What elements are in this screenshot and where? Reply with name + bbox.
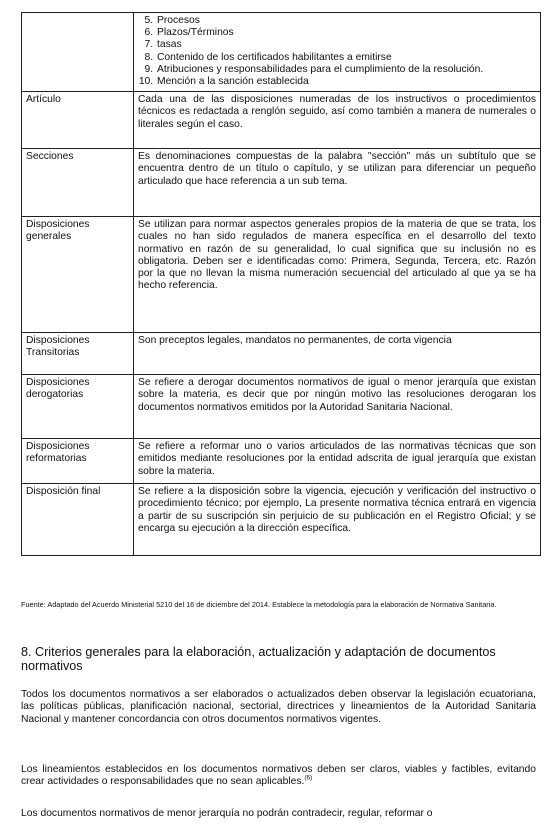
list-item: 10. Mención a la sanción establecida [156,76,536,88]
list-item: 7. tasas [156,39,536,51]
table-cell-list [134,13,541,92]
source-note: Fuente: Adaptado del Acuerdo Ministerial 5210 del 16 de diciembre del 2014. Establece la metodología para la elaboración de Normativa Sanitaria. [21,600,497,609]
description-cell: Son preceptos legales, mandatos no permanentes, de corta vigencia [134,333,541,375]
description-cell: Se refiere a la disposición sobre la vigencia, ejecución y verificación del instructivo o procedimiento técnico; por ejemplo, La presente normativa técnica entrará en vigencia a partir de su suscripción sin perjuicio de su publicación en el Registro Oficial; y se encarga su ejecución a la dirección específica. [134,484,541,556]
list-item: 5. Procesos [156,15,536,27]
description-cell: Es denominaciones compuestas de la palabra "sección" más un subtítulo que se encuentra dentro de un título o capítulo, y se utilizan para diferenciar un pequeño articulado que hace referencia a un sub tema. [134,149,541,217]
description-cell: Cada una de las disposiciones numeradas de los instructivos o procedimientos técnicos es redactada a renglón seguido, así como también a manera de numerales o literales según el caso. [134,92,541,149]
term-cell: Disposiciones reformatorias [22,439,134,484]
term-cell: Disposición final [22,484,134,556]
paragraph: Todos los documentos normativos a ser elaborados o actualizados deben observar la legislación ecuatoriana, las políticas públicas, planificación nacional, sectorial, directrices y lineamientos de la Autoridad Sanitaria Nacional y mantener concordancia con otros documentos normativos vigentes. [21,689,536,725]
list-item: 9. Atribuciones y responsabilidades para el cumplimiento de la resolución. [156,64,536,76]
term-cell: Artículo [22,92,134,149]
term-cell: Disposiciones generales [22,217,134,333]
list-item: 6. Plazos/Términos [156,27,536,39]
description-cell: Se utilizan para normar aspectos generales propios de la materia de que se trata, los cuales no han sido regulados de manera específica en el desarrollo del texto normativo en razón de su generalidad, lo cual significa que su inclusión no es obligatoria. Deben ser e identificadas como: Primera, Segunda, Tercera, etc. Razón por la que no llevan la misma numeración secuencial del articulado al que ya se ha hecho referencia. [134,217,541,333]
section-heading: 8. Criterios generales para la elaboración, actualización y adaptación de documentos normativos [21,645,496,673]
table-row [22,333,541,375]
term-cell: Secciones [22,149,134,217]
table-row [22,92,541,149]
reference-marker: (6) [304,774,313,782]
definitions-table [21,12,541,556]
description-cell: Se refiere a reformar uno o varios articulados de las normativas técnicas que son emitidos mediante resoluciones por la entidad adscrita de igual jerarquía que existan sobre la materia. [134,439,541,484]
table-row [22,217,541,333]
table-row [22,439,541,484]
term-cell: Disposiciones Transitorias [22,333,134,375]
list-item: 8. Contenido de los certificados habilitantes a emitirse [156,52,536,64]
table-row [22,149,541,217]
table-cell-empty [22,13,134,92]
table-row [22,13,541,92]
paragraph: Los documentos normativos de menor jerarquía no podrán contradecir, regular, reformar o [21,808,433,819]
table-row [22,375,541,439]
paragraph [21,764,536,789]
term-cell: Disposiciones derogatorias [22,375,134,439]
paragraph-text: Los lineamientos establecidos en los documentos normativos deben ser claros, viables y factibles, evitando crear actividades o responsabilidades que no sean aplicables. [21,764,536,788]
numbered-list [138,15,536,88]
table-row [22,484,541,556]
description-cell: Se refiere a derogar documentos normativos de igual o menor jerarquía que existan sobre la materia, es decir que por ningún motivo las resoluciones derogaran los documentos normativos emitidos por la Autoridad Sanitaria Nacional. [134,375,541,439]
